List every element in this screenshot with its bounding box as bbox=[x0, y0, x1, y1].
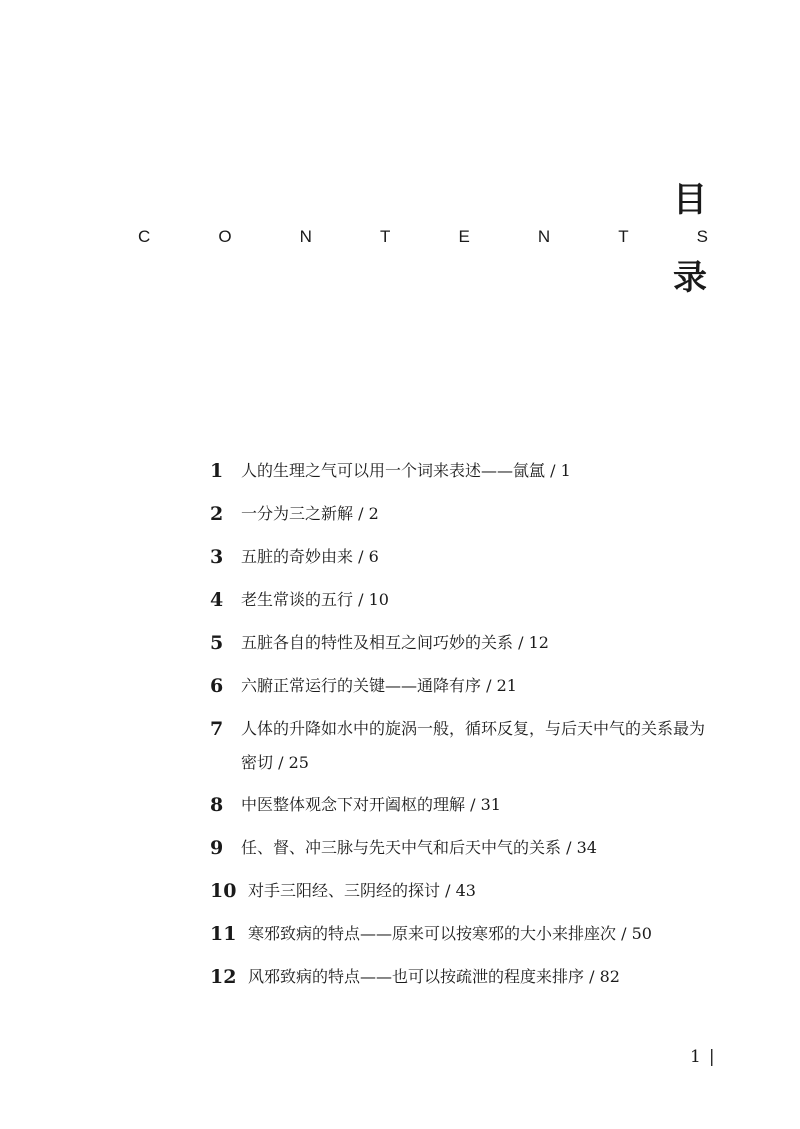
toc-entry-text: 一分为三之新解 / 2 bbox=[241, 504, 379, 523]
contents-letter: N bbox=[299, 227, 312, 246]
toc-entry-number: 12 bbox=[210, 966, 237, 988]
toc-entry-number: 7 bbox=[210, 718, 224, 740]
toc-entry-text: 五脏的奇妙由来 / 6 bbox=[241, 547, 379, 566]
title-char-lu: 录 bbox=[673, 258, 707, 298]
toc-entry-text: 六腑正常运行的关键——通降有序 / 21 bbox=[241, 676, 517, 695]
toc-entry-text: 五脏各自的特性及相互之间巧妙的关系 / 12 bbox=[241, 633, 549, 652]
toc-entry-number: 3 bbox=[210, 546, 224, 568]
footer-separator: | bbox=[708, 1047, 715, 1067]
toc-entry-number: 11 bbox=[210, 923, 237, 945]
toc-entry-number: 2 bbox=[210, 503, 224, 525]
contents-letter: N bbox=[537, 227, 551, 246]
toc-entry-text: 人体的升降如水中的旋涡一般，循环反复，与后天中气的关系最为密切 / 25 bbox=[241, 719, 706, 772]
toc-entry-number: 9 bbox=[210, 837, 224, 859]
toc-entry-number: 4 bbox=[210, 589, 224, 611]
contents-letter: S bbox=[696, 227, 708, 246]
toc-entry-text: 对手三阳经、三阴经的探讨 / 43 bbox=[248, 881, 476, 900]
toc-entry-text: 老生常谈的五行 / 10 bbox=[241, 590, 389, 609]
contents-letter: E bbox=[458, 227, 470, 246]
page-footer bbox=[690, 1045, 715, 1069]
toc-entry-text: 任、督、冲三脉与先天中气和后天中气的关系 / 34 bbox=[241, 838, 597, 857]
contents-letter: T bbox=[618, 227, 629, 246]
contents-letter: T bbox=[379, 227, 391, 246]
toc-entry-text: 寒邪致病的特点——原来可以按寒邪的大小来排座次 / 50 bbox=[248, 924, 652, 943]
contents-letter: O bbox=[218, 227, 232, 246]
toc-entry-number: 8 bbox=[210, 794, 224, 816]
page-number: 1 bbox=[690, 1047, 701, 1067]
toc-entry-number: 6 bbox=[210, 675, 224, 697]
toc-entry-number: 5 bbox=[210, 632, 224, 654]
toc-entry-text: 人的生理之气可以用一个词来表述——氤氲 / 1 bbox=[241, 461, 571, 480]
title-char-mu: 目 bbox=[673, 180, 707, 220]
contents-letter: C bbox=[138, 227, 151, 246]
toc-entry-text: 风邪致病的特点——也可以按疏泄的程度来排序 / 82 bbox=[248, 967, 620, 986]
toc-entry-number: 1 bbox=[210, 460, 224, 482]
toc-entry-number: 10 bbox=[210, 880, 237, 902]
toc-entry-text: 中医整体观念下对开阖枢的理解 / 31 bbox=[241, 795, 501, 814]
